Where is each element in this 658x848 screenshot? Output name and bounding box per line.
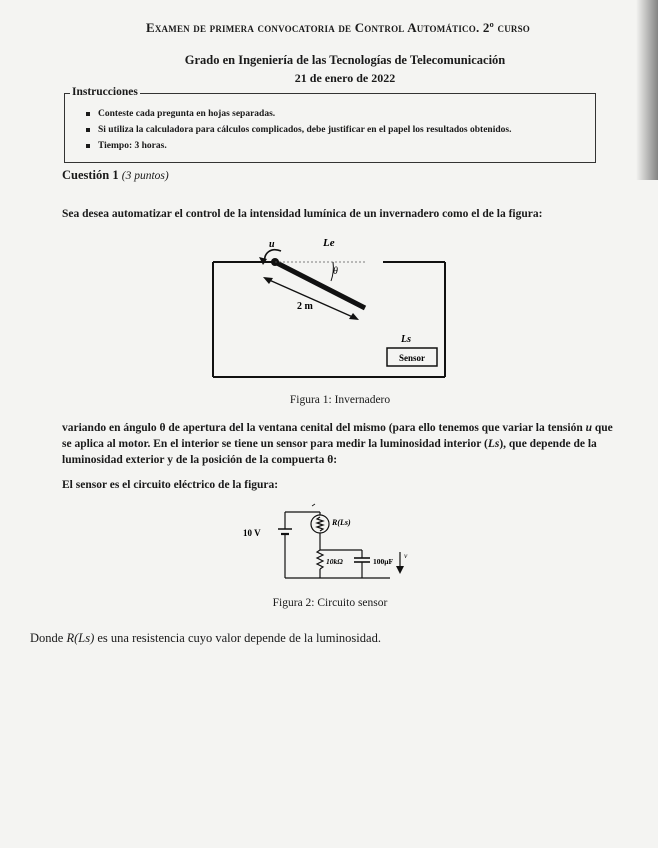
instructions-list — [86, 106, 511, 154]
label-ls: Ls — [401, 334, 411, 345]
question-heading — [62, 168, 169, 183]
exam-subtitle: Grado en Ingeniería de las Tecnologías de Telecomunicación — [184, 53, 506, 67]
figure2-caption: Figura 2: Circuito sensor — [272, 597, 388, 609]
roof-window — [275, 262, 365, 308]
instructions-title: Instrucciones — [72, 86, 138, 98]
label-u: u — [269, 239, 275, 250]
body-var-u: u — [585, 422, 593, 434]
label-theta: θ — [333, 266, 338, 277]
donde-text-b: es una resistencia cuyo valor depende de la luminosidad. — [94, 631, 381, 645]
question-title: Cuestión 1 — [62, 168, 119, 182]
ldr-zigzag — [317, 517, 323, 531]
sensor-label: Sensor — [398, 353, 426, 363]
label-v: v — [404, 551, 408, 560]
instruction-item: Si utiliza la calculadora para cálculos complicados, debe justificar en el papel los resultados obtenidos. — [86, 122, 511, 138]
label-le: Le — [323, 237, 335, 249]
voltage-arrow-head — [396, 566, 404, 574]
intro-paragraph: Sea desea automatizar el control de la intensidad lumínica de un invernadero como el de la figura: — [62, 208, 543, 220]
instruction-item: Tiempo: 3 horas. — [86, 138, 511, 154]
body-paragraph — [62, 420, 622, 468]
exam-title: Examen de primera convocatoria de Control Automático. 2º curso — [145, 20, 530, 35]
label-voltage: 10 V — [243, 528, 261, 538]
figure1-caption: Figura 1: Invernadero — [289, 394, 391, 406]
resistor-zigzag — [317, 550, 323, 569]
body-text-a: variando en ángulo θ de apertura del la ventana cenital del mismo (para ello tenemos que variar la tensión — [62, 422, 586, 434]
donde-text-a: Donde — [30, 631, 67, 645]
donde-var-r: R(Ls) — [66, 631, 95, 645]
label-capacitor: 100μF — [373, 557, 394, 566]
sensor-circuit-figure — [240, 500, 410, 590]
body-var-ls: Ls — [487, 438, 500, 450]
label-r-ls: R(Ls) — [332, 518, 351, 527]
label-length: 2 m — [297, 301, 313, 312]
greenhouse-figure — [205, 235, 465, 385]
instruction-item: Conteste cada pregunta en hojas separadas. — [86, 106, 511, 122]
body-text-c: ), que depende de la luminosidad exterior y de la posición de la compuerta θ: — [62, 438, 597, 466]
body-text-b: que se aplica al motor. En el interior se tiene un sensor para medir la luminosidad interior ( — [62, 422, 613, 450]
question-points: (3 puntos) — [121, 170, 169, 182]
label-resistor: 10kΩ — [326, 557, 343, 566]
donde-paragraph — [30, 631, 381, 646]
sensor-intro-paragraph: El sensor es el circuito eléctrico de la figura: — [62, 479, 279, 491]
exam-date: 21 de enero de 2022 — [294, 71, 396, 85]
page-edge-shadow — [636, 0, 658, 180]
light-ray-mark — [312, 504, 315, 506]
